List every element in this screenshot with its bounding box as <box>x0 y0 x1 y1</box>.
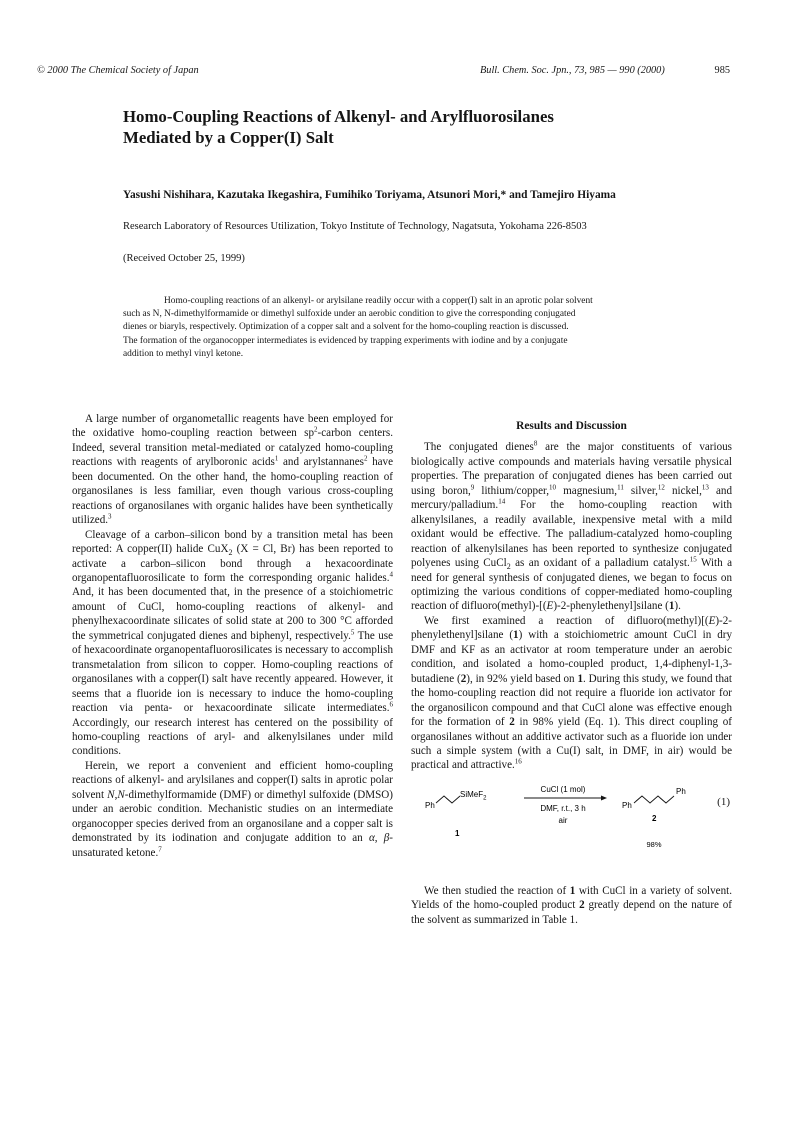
right-column <box>411 419 732 927</box>
reactant-number: 1 <box>455 828 460 838</box>
affiliation: Research Laboratory of Resources Utilization, Tokyo Institute of Technology, Nagatsuta, Yokohama 226-8503 <box>123 221 587 232</box>
abstract-line: The formation of the organocopper intermediates is evidenced by trapping experiments with iodine and by a conjugate <box>123 335 568 346</box>
reactant-double-bond <box>446 798 452 803</box>
journal-citation: Bull. Chem. Soc. Jpn., 73, 985 — 990 (2000) <box>480 65 665 76</box>
product-diene-bonds <box>634 796 674 803</box>
body-paragraph: Cleavage of a carbon–silicon bond by a transition metal has been reported: A copper(II) halide CuX$_2$ (X = Cl, Br) has been reported to activate a carbon–silicon bond through a hexacoordinate organopentafluorosilicate to form the corresponding organic halides.$^4$ And, it has been documented that, in the presence of a stoichiometric amount of CuCl, homo-coupling reactions of alkenyl- and phenylhexacoordinate silicates of solid state at 200 to 300 °C afforded the symmetrical conjugated dienes and biphenyl, respectively.$^5$ The use of hexacoordinate organopentafluorosilicates is necessary to accomplish transmetalation from silicon to copper. Homo-coupling reactions of organosilanes with a copper(I) salt have recently appeared. However, it seems that a fluoride ion is necessary to induce the homo-coupling reaction via penta- or hexacoordinate silicate intermediates.$^6$ Accordingly, our research interest has centered on the possibility of homo-coupling reactions of aryl- and alkenylsilanes under mild conditions. <box>72 528 394 758</box>
conditions-label: DMF, r.t., 3 h <box>540 803 586 813</box>
paper-title <box>123 106 683 148</box>
page-number: 985 <box>714 65 730 76</box>
body-paragraph: Herein, we report a convenient and efficient homo-coupling reactions of alkenyl- and arylsilanes and copper(I) salts in aprotic polar solvent N,N-dimethylformamide (DMF) or dimethyl sulfoxide (DMSO) under an aerobic condition. Mechanistic studies on an intermediate organocopper species derived from an organosilane and a copper salt is demonstrated by its iodination and conjugate addition to an α, β-unsaturated ketone.$^7$ <box>72 759 393 859</box>
product-phenyl-right-label: Ph <box>676 786 686 796</box>
running-header-copyright: © 2000 The Chemical Society of Japan <box>37 65 199 76</box>
abstract-line: dienes or biaryls, respectively. Optimization of a copper salt and a solvent for the homo-coupling reaction is discussed. <box>123 322 569 333</box>
reaction-scheme <box>411 781 732 873</box>
body-paragraph: A large number of organometallic reagents have been employed for the oxidative homo-coupling reaction between $sp^2$-carbon centers. Indeed, several transition metal-mediated or catalyzed homo-coupling reactions with reagents of arylboronic acids$^1$ and arylstannanes$^2$ have been documented. On the other hand, the homo-coupling reaction of organosilanes is less familiar, even though various cross-coupling reactions of organosilanes with organic halides have been synthetically utilized.$^3$ <box>72 413 394 527</box>
abstract <box>123 295 683 361</box>
reactant-phenyl-label: Ph <box>425 800 435 810</box>
product-phenyl-left-label: Ph <box>622 800 632 810</box>
abstract-line: Homo-coupling reactions of an alkenyl- or arylsilane readily occur with a copper(I) salt in an aprotic polar solvent <box>164 296 593 306</box>
equation-number: (1) <box>717 795 730 808</box>
body-paragraph: We then studied the reaction of 1 with CuCl in a variety of solvent. Yields of the homo-coupled product 2 greatly depend on the nature of the solvent as summarized in Table 1. <box>411 884 732 926</box>
atmosphere-label: air <box>558 815 568 825</box>
product-double-bond-1 <box>636 796 642 801</box>
product-yield: 98% <box>646 839 662 849</box>
running-header-citation <box>480 65 730 76</box>
left-column <box>72 412 393 860</box>
body-paragraph: We first examined a reaction of difluoro(methyl)[(E)-2-phenylethenyl]silane (1) with a stoichiometric amount CuCl in dry DMF and KF as an activator at room temperature under an aerobic condition, and isolated a homo-coupled product, 1,4-diphenyl-1,3-butadiene (2), in 92% yield based on 1. During this study, we found that the homo-coupling reaction did not require a fluoride ion activator for the organosilicon compound and that CuCl alone was effective enough for the formation of 2 in 98% yield (Eq. 1). This direct coupling of organosilanes without an additive activator such as a fluoride ion under such a simple system (with a Cu(I) salt, in DMF, in air) would be practical and attractive.$^{16}$ <box>411 614 733 772</box>
section-heading: Results and Discussion <box>516 420 627 432</box>
reagent-label: CuCl (1 mol) <box>540 784 586 794</box>
product-number: 2 <box>652 813 657 823</box>
title-line-2: Mediated by a Copper(I) Salt <box>123 128 334 147</box>
reaction-scheme-graphic <box>411 781 732 873</box>
product-double-bond-2 <box>660 798 666 803</box>
abstract-line: such as N, N-dimethylformamide or dimethyl sulfoxide under an aerobic condition to give the corresponding conjugated <box>123 309 576 320</box>
reactant-silyl-label: SiMeF$_2$ <box>460 789 487 802</box>
author-list: Yasushi Nishihara, Kazutaka Ikegashira, Fumihiko Toriyama, Atsunori Mori,* and Tamejiro Hiyama <box>123 189 616 201</box>
abstract-line: addition to methyl vinyl ketone. <box>123 348 244 359</box>
title-line-1: Homo-Coupling Reactions of Alkenyl- and Arylfluorosilanes <box>123 107 554 126</box>
received-date: (Received October 25, 1999) <box>123 253 245 264</box>
reaction-arrowhead <box>601 795 607 800</box>
body-paragraph: The conjugated dienes$^8$ are the major constituents of various biologically active compounds and materials having versatile physical properties. The preparation of conjugated dienes has been carried out using boron,$^9$ lithium/copper,$^{10}$ magnesium,$^{11}$ silver,$^{12}$ nickel,$^{13}$ and mercury/palladium.$^{14}$ For the homo-coupling reaction with alkenylsilanes, a readily available, inexpensive metal with a mild oxidant would be effective. The palladium-catalyzed homo-coupling reaction of alkenylsilanes has been reported to synthesize conjugated polyenes using CuCl$_2$ as an oxidant of a palladium catalyst.$^{15}$ With a need for general synthesis of conjugated dienes, we began to focus on optimizing the various conditions of copper-mediated homo-coupling reaction of difluoro(methyl)-[(E)-2-phenylethenyl]silane (1). <box>411 439 733 613</box>
